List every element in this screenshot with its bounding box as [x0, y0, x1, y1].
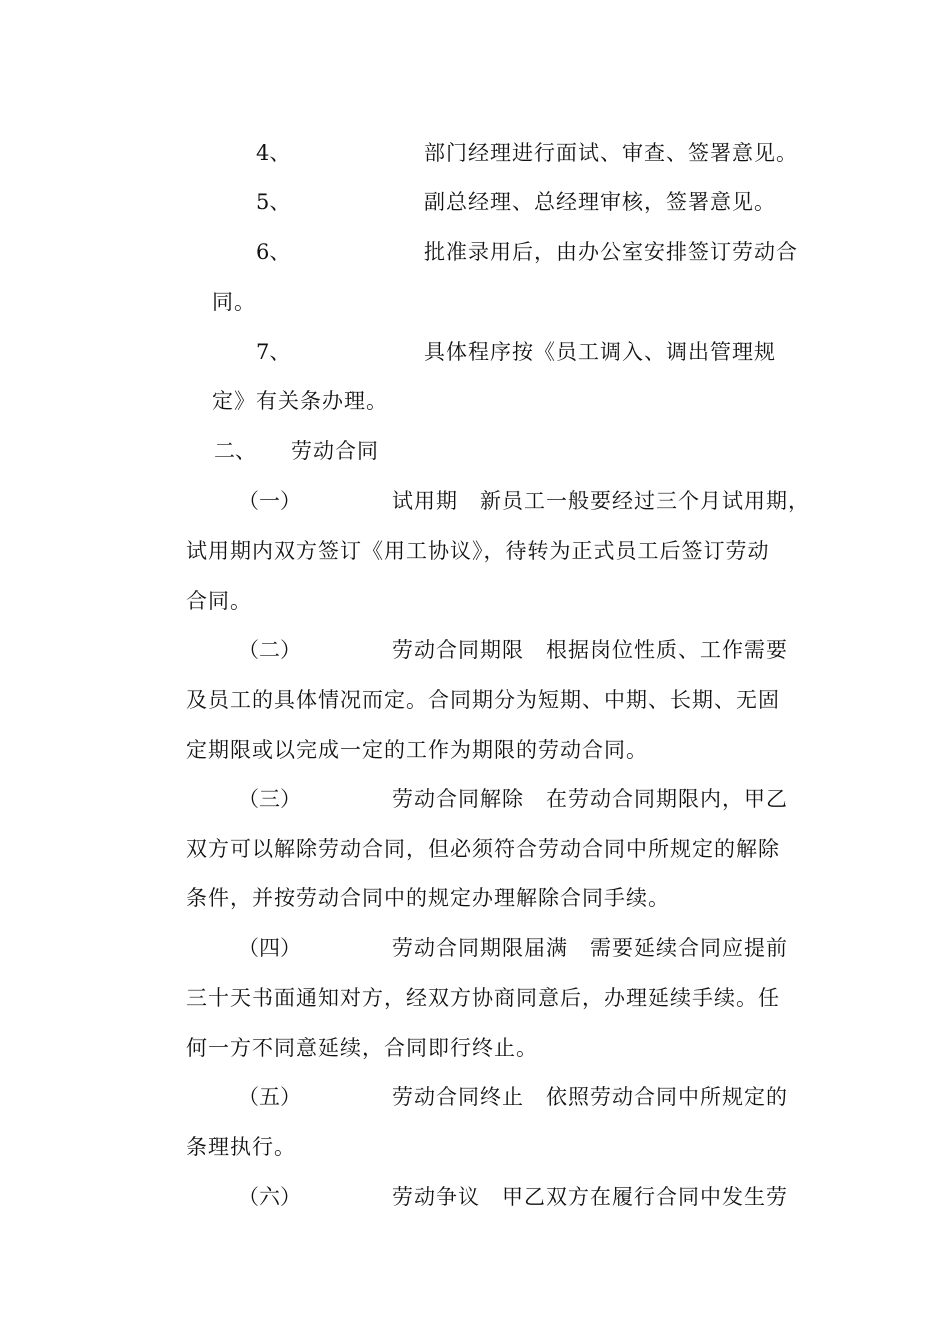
- clause-text-continuation: 何一方不同意延续，合同即行终止。: [186, 1036, 538, 1060]
- clause-text-continuation: 双方可以解除劳动合同，但必须符合劳动合同中所规定的解除: [186, 837, 780, 861]
- clause-text: 劳动合同解除 在劳动合同期限内，甲乙: [392, 787, 788, 811]
- clause-text-continuation: 条件，并按劳动合同中的规定办理解除合同手续。: [186, 886, 670, 910]
- section-number: 二、: [214, 439, 256, 463]
- item-text: 具体程序按《员工调入、调出管理规: [424, 340, 776, 364]
- item-number: 7、: [256, 340, 291, 364]
- clause-text-continuation: 条理执行。: [186, 1135, 296, 1159]
- clause-text-continuation: 合同。: [186, 589, 252, 613]
- clause-text: 劳动争议 甲乙双方在履行合同中发生劳: [392, 1185, 788, 1209]
- item-number: 6、: [256, 240, 291, 264]
- item-text-continuation: 同。: [212, 290, 256, 314]
- clause-text-continuation: 定期限或以完成一定的工作为期限的劳动合同。: [186, 738, 648, 762]
- clause-text-continuation: 试用期内双方签订《用工协议》，待转为正式员工后签订劳动: [186, 539, 770, 563]
- clause-text-continuation: 三十天书面通知对方，经双方协商同意后，办理延续手续。任: [186, 986, 780, 1010]
- item-text: 副总经理、总经理审核，签署意见。: [424, 190, 776, 214]
- clause-text: 劳动合同期限届满 需要延续合同应提前: [392, 936, 788, 960]
- item-text: 批准录用后，由办公室安排签订劳动合: [424, 240, 798, 264]
- item-number: 4、: [256, 141, 291, 165]
- clause-number: （一）: [238, 489, 301, 513]
- clause-text: 劳动合同终止 依照劳动合同中所规定的: [392, 1085, 788, 1109]
- clause-text: 试用期 新员工一般要经过三个月试用期，: [392, 489, 810, 513]
- clause-number: （五）: [238, 1085, 301, 1109]
- item-number: 5、: [256, 190, 291, 214]
- item-text: 部门经理进行面试、审查、签署意见。: [424, 141, 798, 165]
- clause-number: （六）: [238, 1185, 301, 1209]
- section-title: 劳动合同: [291, 439, 379, 463]
- clause-number: （四）: [238, 936, 301, 960]
- clause-number: （三）: [238, 787, 301, 811]
- clause-number: （二）: [238, 638, 301, 662]
- item-text-continuation: 定》有关条办理。: [212, 389, 388, 413]
- clause-text-continuation: 及员工的具体情况而定。合同期分为短期、中期、长期、无固: [186, 688, 780, 712]
- clause-text: 劳动合同期限 根据岗位性质、工作需要: [392, 638, 788, 662]
